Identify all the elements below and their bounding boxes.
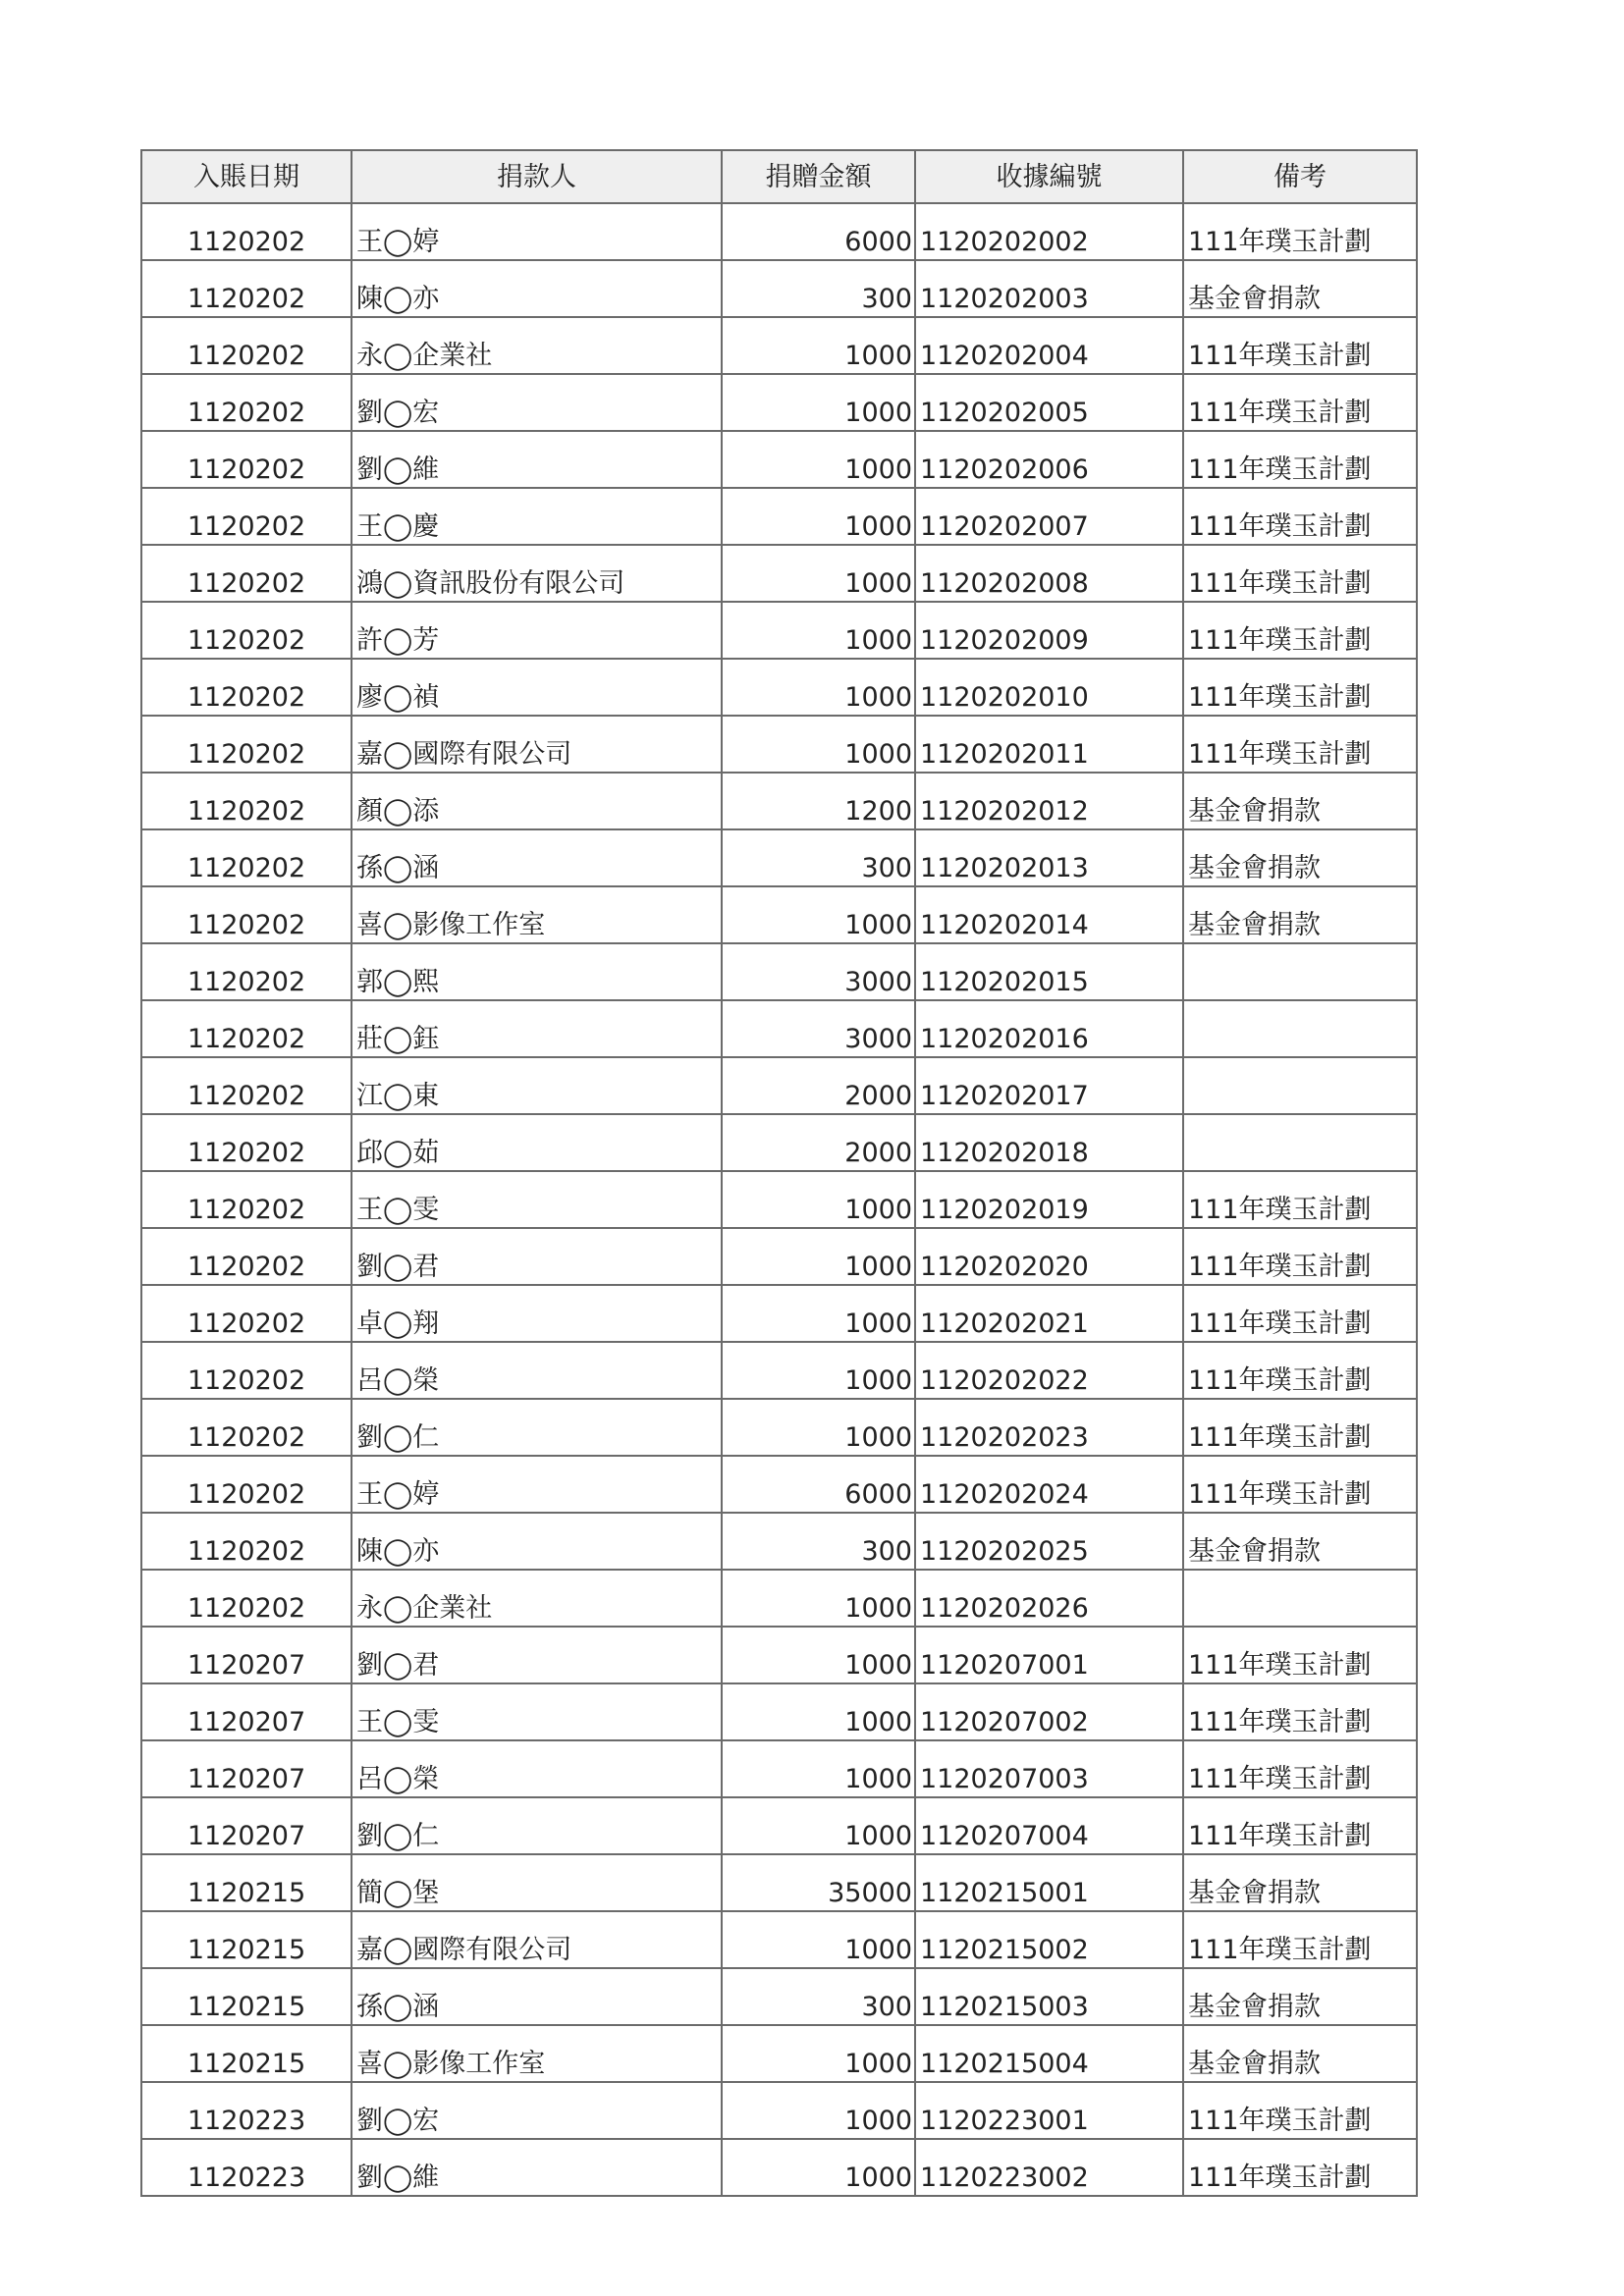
cell-note: 111年璞玉計劃 — [1183, 1627, 1417, 1683]
cell-receipt: 1120215003 — [915, 1968, 1183, 2025]
cell-note: 111年璞玉計劃 — [1183, 545, 1417, 602]
cell-donor: 嘉◯國際有限公司 — [352, 1911, 722, 1968]
cell-date: 1120202 — [141, 1456, 352, 1513]
cell-date: 1120215 — [141, 2025, 352, 2082]
cell-note: 基金會捐款 — [1183, 1968, 1417, 2025]
cell-note: 111年璞玉計劃 — [1183, 488, 1417, 545]
cell-note: 111年璞玉計劃 — [1183, 1911, 1417, 1968]
table-row — [141, 829, 1417, 886]
cell-donor: 鴻◯資訊股份有限公司 — [352, 545, 722, 602]
cell-date: 1120202 — [141, 829, 352, 886]
cell-receipt: 1120202006 — [915, 431, 1183, 488]
cell-note: 111年璞玉計劃 — [1183, 1456, 1417, 1513]
cell-date: 1120202 — [141, 1171, 352, 1228]
cell-donor: 劉◯君 — [352, 1627, 722, 1683]
table-row — [141, 488, 1417, 545]
cell-amount: 1000 — [722, 1228, 915, 1285]
cell-note: 111年璞玉計劃 — [1183, 2082, 1417, 2139]
cell-donor: 王◯婷 — [352, 1456, 722, 1513]
cell-amount: 6000 — [722, 203, 915, 260]
cell-amount: 1000 — [722, 1740, 915, 1797]
cell-receipt: 1120202007 — [915, 488, 1183, 545]
cell-note: 111年璞玉計劃 — [1183, 317, 1417, 374]
cell-donor: 永◯企業社 — [352, 317, 722, 374]
table-row — [141, 431, 1417, 488]
cell-donor: 喜◯影像工作室 — [352, 2025, 722, 2082]
cell-amount: 2000 — [722, 1114, 915, 1171]
cell-amount: 1000 — [722, 1399, 915, 1456]
cell-note: 111年璞玉計劃 — [1183, 602, 1417, 659]
cell-receipt: 1120202021 — [915, 1285, 1183, 1342]
cell-date: 1120202 — [141, 602, 352, 659]
cell-date: 1120202 — [141, 1399, 352, 1456]
cell-donor: 永◯企業社 — [352, 1570, 722, 1627]
table-row — [141, 943, 1417, 1000]
donation-table — [140, 149, 1418, 2197]
cell-note: 基金會捐款 — [1183, 829, 1417, 886]
cell-date: 1120202 — [141, 773, 352, 829]
cell-receipt: 1120202015 — [915, 943, 1183, 1000]
cell-donor: 郭◯熙 — [352, 943, 722, 1000]
cell-receipt: 1120202018 — [915, 1114, 1183, 1171]
cell-donor: 孫◯涵 — [352, 829, 722, 886]
cell-note — [1183, 1570, 1417, 1627]
cell-date: 1120202 — [141, 431, 352, 488]
cell-receipt: 1120202003 — [915, 260, 1183, 317]
cell-donor: 簡◯堡 — [352, 1854, 722, 1911]
cell-amount: 1000 — [722, 2025, 915, 2082]
cell-amount: 1000 — [722, 431, 915, 488]
cell-donor: 劉◯維 — [352, 2139, 722, 2196]
cell-receipt: 1120202004 — [915, 317, 1183, 374]
header-donor: 捐款人 — [352, 150, 722, 203]
cell-date: 1120202 — [141, 203, 352, 260]
cell-note: 基金會捐款 — [1183, 260, 1417, 317]
cell-receipt: 1120207004 — [915, 1797, 1183, 1854]
table-row — [141, 317, 1417, 374]
table-row — [141, 886, 1417, 943]
cell-amount: 35000 — [722, 1854, 915, 1911]
table-row — [141, 1570, 1417, 1627]
cell-note: 基金會捐款 — [1183, 1513, 1417, 1570]
cell-note: 基金會捐款 — [1183, 2025, 1417, 2082]
cell-donor: 王◯雯 — [352, 1683, 722, 1740]
cell-donor: 劉◯宏 — [352, 2082, 722, 2139]
cell-donor: 廖◯禎 — [352, 659, 722, 716]
cell-receipt: 1120207003 — [915, 1740, 1183, 1797]
cell-receipt: 1120215002 — [915, 1911, 1183, 1968]
table-row — [141, 2025, 1417, 2082]
cell-note: 111年璞玉計劃 — [1183, 1228, 1417, 1285]
cell-amount: 1000 — [722, 716, 915, 773]
cell-donor: 劉◯仁 — [352, 1399, 722, 1456]
cell-donor: 王◯婷 — [352, 203, 722, 260]
table-row — [141, 1456, 1417, 1513]
cell-date: 1120207 — [141, 1627, 352, 1683]
cell-receipt: 1120202025 — [915, 1513, 1183, 1570]
cell-date: 1120202 — [141, 374, 352, 431]
table-row — [141, 1740, 1417, 1797]
cell-note — [1183, 943, 1417, 1000]
cell-date: 1120207 — [141, 1683, 352, 1740]
cell-date: 1120202 — [141, 1570, 352, 1627]
cell-note: 111年璞玉計劃 — [1183, 659, 1417, 716]
table-row — [141, 1968, 1417, 2025]
cell-receipt: 1120202009 — [915, 602, 1183, 659]
cell-date: 1120202 — [141, 260, 352, 317]
cell-date: 1120223 — [141, 2082, 352, 2139]
cell-note: 111年璞玉計劃 — [1183, 431, 1417, 488]
cell-amount: 3000 — [722, 943, 915, 1000]
cell-date: 1120202 — [141, 1342, 352, 1399]
cell-date: 1120202 — [141, 886, 352, 943]
cell-amount: 1000 — [722, 1570, 915, 1627]
cell-amount: 1000 — [722, 545, 915, 602]
table-row — [141, 1114, 1417, 1171]
cell-donor: 江◯東 — [352, 1057, 722, 1114]
cell-donor: 邱◯茹 — [352, 1114, 722, 1171]
table-body — [141, 203, 1417, 2196]
table-row — [141, 602, 1417, 659]
cell-amount: 300 — [722, 1513, 915, 1570]
cell-receipt: 1120202002 — [915, 203, 1183, 260]
cell-date: 1120202 — [141, 659, 352, 716]
table-row — [141, 374, 1417, 431]
cell-receipt: 1120207001 — [915, 1627, 1183, 1683]
cell-amount: 1000 — [722, 1285, 915, 1342]
cell-amount: 1000 — [722, 2139, 915, 2196]
cell-amount: 1000 — [722, 1171, 915, 1228]
cell-note: 111年璞玉計劃 — [1183, 374, 1417, 431]
cell-date: 1120202 — [141, 545, 352, 602]
cell-donor: 孫◯涵 — [352, 1968, 722, 2025]
table-row — [141, 773, 1417, 829]
cell-date: 1120202 — [141, 1513, 352, 1570]
cell-date: 1120207 — [141, 1797, 352, 1854]
cell-amount: 300 — [722, 260, 915, 317]
cell-note: 111年璞玉計劃 — [1183, 716, 1417, 773]
cell-donor: 陳◯亦 — [352, 260, 722, 317]
cell-date: 1120215 — [141, 1854, 352, 1911]
cell-receipt: 1120202022 — [915, 1342, 1183, 1399]
cell-date: 1120215 — [141, 1911, 352, 1968]
cell-date: 1120202 — [141, 1285, 352, 1342]
cell-receipt: 1120202026 — [915, 1570, 1183, 1627]
cell-date: 1120202 — [141, 716, 352, 773]
table-row — [141, 1797, 1417, 1854]
header-amount: 捐贈金額 — [722, 150, 915, 203]
table-row — [141, 716, 1417, 773]
cell-amount: 1000 — [722, 2082, 915, 2139]
table-header — [141, 150, 1417, 203]
cell-amount: 1000 — [722, 602, 915, 659]
cell-note: 111年璞玉計劃 — [1183, 1171, 1417, 1228]
cell-amount: 1000 — [722, 659, 915, 716]
cell-donor: 陳◯亦 — [352, 1513, 722, 1570]
table-row — [141, 260, 1417, 317]
cell-amount: 300 — [722, 829, 915, 886]
cell-note: 基金會捐款 — [1183, 886, 1417, 943]
table-row — [141, 545, 1417, 602]
table-row — [141, 1000, 1417, 1057]
table-row — [141, 1513, 1417, 1570]
cell-note: 111年璞玉計劃 — [1183, 1285, 1417, 1342]
cell-date: 1120202 — [141, 1114, 352, 1171]
cell-amount: 2000 — [722, 1057, 915, 1114]
cell-receipt: 1120202014 — [915, 886, 1183, 943]
cell-receipt: 1120202008 — [915, 545, 1183, 602]
cell-note — [1183, 1114, 1417, 1171]
cell-receipt: 1120202016 — [915, 1000, 1183, 1057]
cell-date: 1120215 — [141, 1968, 352, 2025]
cell-date: 1120207 — [141, 1740, 352, 1797]
cell-receipt: 1120202017 — [915, 1057, 1183, 1114]
cell-receipt: 1120215001 — [915, 1854, 1183, 1911]
table-row — [141, 1683, 1417, 1740]
cell-date: 1120202 — [141, 1000, 352, 1057]
cell-amount: 6000 — [722, 1456, 915, 1513]
cell-receipt: 1120215004 — [915, 2025, 1183, 2082]
cell-note: 111年璞玉計劃 — [1183, 203, 1417, 260]
cell-donor: 劉◯君 — [352, 1228, 722, 1285]
cell-amount: 1000 — [722, 488, 915, 545]
cell-receipt: 1120202005 — [915, 374, 1183, 431]
cell-receipt: 1120202011 — [915, 716, 1183, 773]
header-receipt: 收據編號 — [915, 150, 1183, 203]
cell-note — [1183, 1057, 1417, 1114]
table-row — [141, 1342, 1417, 1399]
table-row — [141, 1399, 1417, 1456]
table-row — [141, 659, 1417, 716]
cell-donor: 劉◯維 — [352, 431, 722, 488]
table-row — [141, 2082, 1417, 2139]
table-row — [141, 1627, 1417, 1683]
cell-donor: 劉◯仁 — [352, 1797, 722, 1854]
cell-date: 1120223 — [141, 2139, 352, 2196]
table-row — [141, 1171, 1417, 1228]
cell-donor: 顏◯添 — [352, 773, 722, 829]
cell-amount: 1000 — [722, 1627, 915, 1683]
cell-amount: 1000 — [722, 1342, 915, 1399]
cell-receipt: 1120223002 — [915, 2139, 1183, 2196]
cell-note: 111年璞玉計劃 — [1183, 1797, 1417, 1854]
cell-receipt: 1120202020 — [915, 1228, 1183, 1285]
cell-note: 基金會捐款 — [1183, 1854, 1417, 1911]
table-row — [141, 1228, 1417, 1285]
cell-date: 1120202 — [141, 488, 352, 545]
header-date: 入賬日期 — [141, 150, 352, 203]
cell-note: 111年璞玉計劃 — [1183, 1740, 1417, 1797]
cell-note: 111年璞玉計劃 — [1183, 1683, 1417, 1740]
cell-donor: 劉◯宏 — [352, 374, 722, 431]
table-row — [141, 1854, 1417, 1911]
cell-note: 基金會捐款 — [1183, 773, 1417, 829]
cell-receipt: 1120202019 — [915, 1171, 1183, 1228]
cell-note: 111年璞玉計劃 — [1183, 1342, 1417, 1399]
cell-amount: 1000 — [722, 1911, 915, 1968]
table-row — [141, 2139, 1417, 2196]
cell-receipt: 1120202013 — [915, 829, 1183, 886]
cell-donor: 喜◯影像工作室 — [352, 886, 722, 943]
cell-amount: 1000 — [722, 374, 915, 431]
table-row — [141, 1285, 1417, 1342]
cell-receipt: 1120202024 — [915, 1456, 1183, 1513]
header-row — [141, 150, 1417, 203]
table-row — [141, 203, 1417, 260]
cell-date: 1120202 — [141, 943, 352, 1000]
cell-amount: 1200 — [722, 773, 915, 829]
header-note: 備考 — [1183, 150, 1417, 203]
cell-amount: 3000 — [722, 1000, 915, 1057]
cell-date: 1120202 — [141, 317, 352, 374]
cell-donor: 呂◯榮 — [352, 1342, 722, 1399]
cell-amount: 300 — [722, 1968, 915, 2025]
cell-amount: 1000 — [722, 317, 915, 374]
cell-note — [1183, 1000, 1417, 1057]
cell-date: 1120202 — [141, 1057, 352, 1114]
cell-date: 1120202 — [141, 1228, 352, 1285]
cell-donor: 嘉◯國際有限公司 — [352, 716, 722, 773]
cell-donor: 莊◯鈺 — [352, 1000, 722, 1057]
cell-donor: 王◯雯 — [352, 1171, 722, 1228]
cell-receipt: 1120202010 — [915, 659, 1183, 716]
cell-amount: 1000 — [722, 1797, 915, 1854]
cell-note: 111年璞玉計劃 — [1183, 1399, 1417, 1456]
cell-note: 111年璞玉計劃 — [1183, 2139, 1417, 2196]
cell-receipt: 1120223001 — [915, 2082, 1183, 2139]
cell-receipt: 1120202012 — [915, 773, 1183, 829]
cell-donor: 王◯慶 — [352, 488, 722, 545]
cell-donor: 呂◯榮 — [352, 1740, 722, 1797]
table-row — [141, 1911, 1417, 1968]
cell-receipt: 1120202023 — [915, 1399, 1183, 1456]
cell-donor: 卓◯翔 — [352, 1285, 722, 1342]
table-row — [141, 1057, 1417, 1114]
cell-amount: 1000 — [722, 886, 915, 943]
cell-donor: 許◯芳 — [352, 602, 722, 659]
cell-receipt: 1120207002 — [915, 1683, 1183, 1740]
cell-amount: 1000 — [722, 1683, 915, 1740]
